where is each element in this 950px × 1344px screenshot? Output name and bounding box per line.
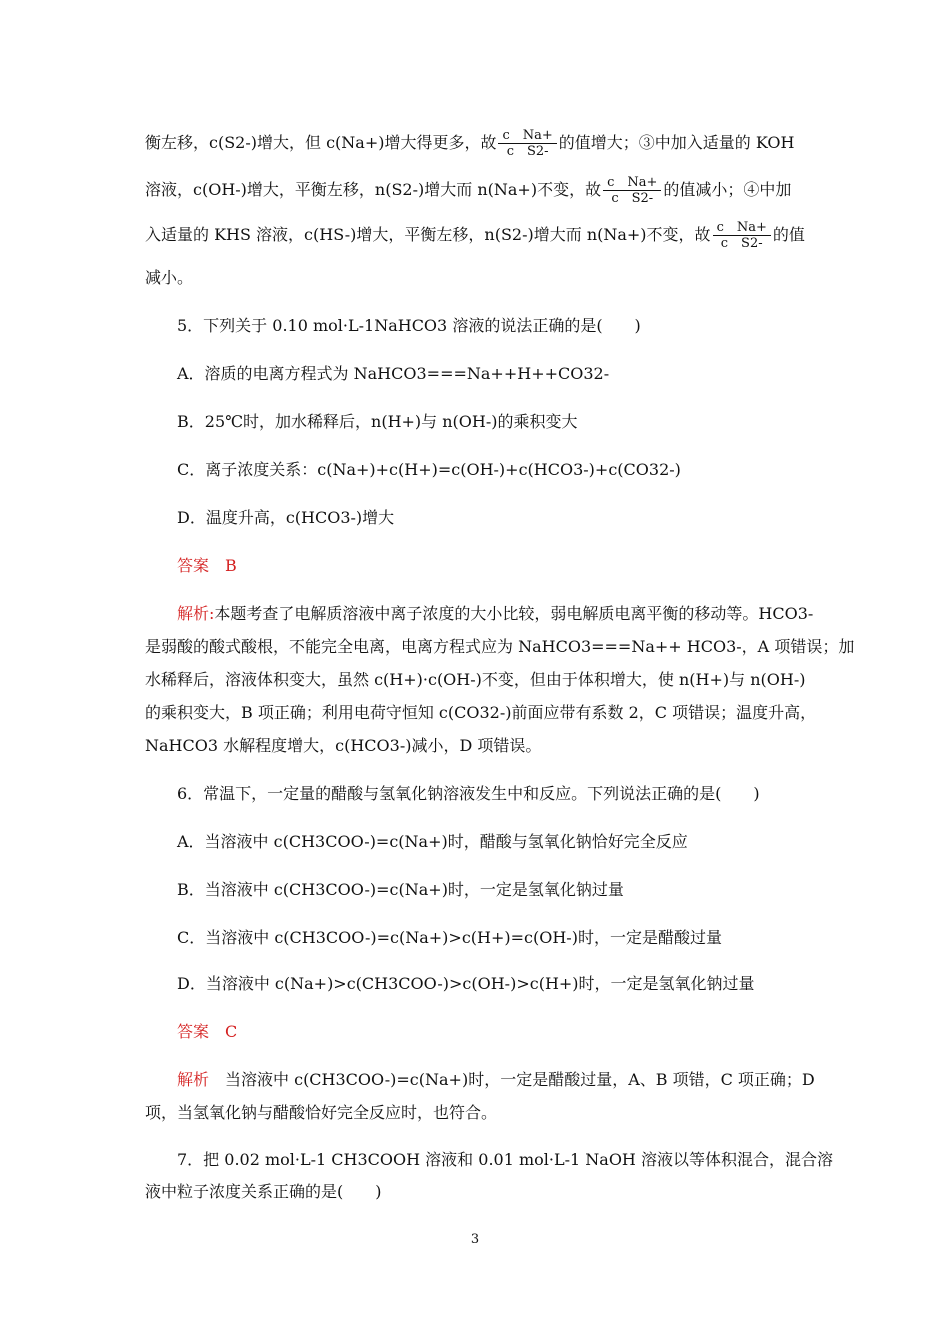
text-segment: 的值减小；④中加 xyxy=(663,180,792,199)
text-line-q5b xyxy=(177,412,810,432)
text-segment: 的乘积变大，B 项正确；利用电荷守恒知 c(CO32-)前面应带有系数 2，C 项错误；温度升高， xyxy=(145,703,817,722)
text-segment: 本题考查了电解质溶液中离子浓度的大小比较，弱电解质电离平衡的移动等。HCO3- xyxy=(214,604,814,623)
answer-label: 解析 xyxy=(177,1070,210,1089)
text-segment: D．当溶液中 c(Na+)>c(CH3COO-)>c(OH-)>c(H+)时，一定是氢氧化钠过量 xyxy=(177,974,755,993)
page-number: 3 xyxy=(470,1232,480,1247)
text-line-q5a xyxy=(177,364,810,384)
fraction-numerator: c Na+ xyxy=(498,128,556,144)
text-segment: 的值增大；③中加入适量的 KOH xyxy=(558,133,795,152)
fraction xyxy=(603,175,661,206)
text-segment: B．当溶液中 c(CH3COO-)=c(Na+)时，一定是氢氧化钠过量 xyxy=(177,880,624,899)
text-segment: 水稀释后，溶液体积变大，虽然 c(H+)·c(OH-)不变，但由于体积增大，使 n(H+)与 n(OH-) xyxy=(145,670,806,689)
text-line-e5b xyxy=(145,637,855,657)
text-segment: C．当溶液中 c(CH3COO-)=c(Na+)>c(H+)=c(OH-)时，一定是醋酸过量 xyxy=(177,928,722,947)
text-line-l2 xyxy=(145,175,810,206)
text-segment: 衡左移，c(S2-)增大，但 c(Na+)增大得更多，故 xyxy=(145,133,497,152)
text-line-q6a xyxy=(177,832,810,852)
fraction-denominator: c S2- xyxy=(611,191,654,206)
text-line-q5d xyxy=(177,508,810,528)
text-line-e6a xyxy=(177,1070,815,1090)
text-line-q7a xyxy=(177,1150,833,1170)
text-segment: 减小。 xyxy=(145,268,194,287)
text-segment: 项，当氢氧化钠与醋酸恰好完全反应时，也符合。 xyxy=(145,1103,498,1122)
text-segment: C．离子浓度关系：c(Na+)+c(H+)=c(OH-)+c(HCO3-)+c(CO32-) xyxy=(177,460,681,479)
text-line-l3 xyxy=(145,220,810,251)
text-segment: D．温度升高，c(HCO3-)增大 xyxy=(177,508,395,527)
text-segment: 7．把 0.02 mol·L-1 CH3COOH 溶液和 0.01 mol·L-1 NaOH 溶液以等体积混合，混合溶 xyxy=(177,1150,833,1169)
text-segment: B．25℃时，加水稀释后，n(H+)与 n(OH-)的乘积变大 xyxy=(177,412,578,431)
fraction xyxy=(498,128,556,159)
fraction-numerator: c Na+ xyxy=(603,175,661,191)
text-line-q7b xyxy=(145,1182,810,1202)
text-line-a6 xyxy=(177,1022,810,1042)
text-line-a5 xyxy=(177,556,810,576)
text-segment: A．当溶液中 c(CH3COO-)=c(Na+)时，醋酸与氢氧化钠恰好完全反应 xyxy=(177,832,688,851)
answer-label: 答案 B xyxy=(177,556,237,575)
fraction-numerator: c Na+ xyxy=(713,220,771,236)
text-segment: 当溶液中 c(CH3COO-)=c(Na+)时，一定是醋酸过量，A、B 项错，C 项正确；D xyxy=(209,1070,815,1089)
text-segment: 是弱酸的酸式酸根，不能完全电离，电离方程式应为 NaHCO3===Na++ HCO3-，A 项错误；加 xyxy=(145,637,855,656)
text-segment: 的值 xyxy=(772,225,805,244)
text-line-q6 xyxy=(177,784,810,804)
text-line-e6b xyxy=(145,1103,810,1123)
text-line-q5 xyxy=(177,316,810,336)
fraction-denominator: c S2- xyxy=(720,236,763,251)
text-line-e5e xyxy=(145,736,810,756)
text-line-l4 xyxy=(145,268,810,288)
answer-label: 解析: xyxy=(177,604,215,623)
text-line-q6c xyxy=(177,928,810,948)
text-line-e5a xyxy=(177,604,814,624)
fraction xyxy=(713,220,771,251)
fraction-denominator: c S2- xyxy=(506,144,549,159)
text-segment: 液中粒子浓度关系正确的是( ) xyxy=(145,1182,382,1201)
text-line-e5c xyxy=(145,670,810,690)
text-line-q6d xyxy=(177,974,810,994)
text-segment: A．溶质的电离方程式为 NaHCO3===Na++H++CO32- xyxy=(177,364,610,383)
text-segment: 溶液，c(OH-)增大，平衡左移，n(S2-)增大而 n(Na+)不变，故 xyxy=(145,180,602,199)
text-segment: 5．下列关于 0.10 mol·L-1NaHCO3 溶液的说法正确的是( ) xyxy=(177,316,641,335)
text-line-q5c xyxy=(177,460,810,480)
text-line-l1 xyxy=(145,128,810,159)
text-segment: 6．常温下，一定量的醋酸与氢氧化钠溶液发生中和反应。下列说法正确的是( ) xyxy=(177,784,760,803)
text-segment: 入适量的 KHS 溶液，c(HS-)增大，平衡左移，n(S2-)增大而 n(Na+)不变，故 xyxy=(145,225,711,244)
answer-label: 答案 C xyxy=(177,1022,238,1041)
text-segment: NaHCO3 水解程度增大，c(HCO3-)减小，D 项错误。 xyxy=(145,736,542,755)
text-line-e5d xyxy=(145,703,817,723)
text-line-q6b xyxy=(177,880,810,900)
